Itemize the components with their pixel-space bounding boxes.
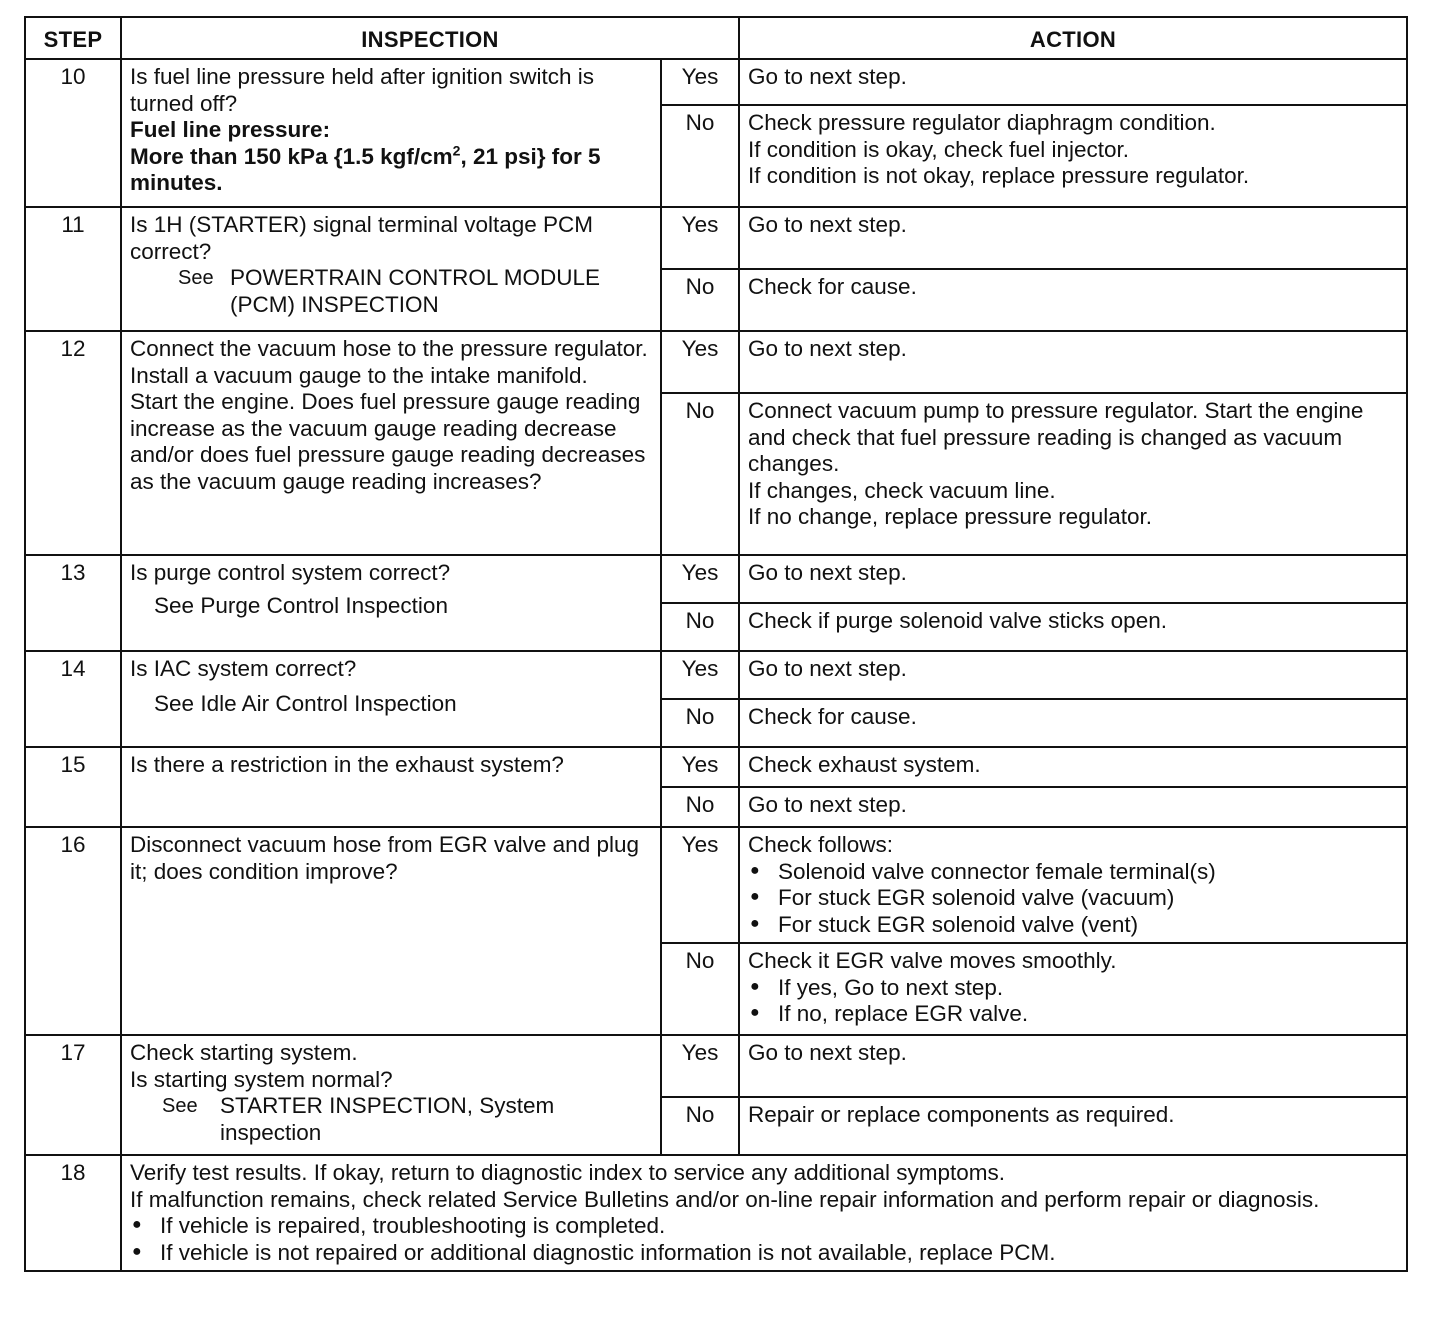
yes-action-bullets [748, 859, 1398, 939]
inspection-question: Is there a restriction in the exhaust system? [130, 752, 564, 777]
see-reference-text: Purge Control Inspection [200, 592, 448, 618]
step-number: 12 [25, 331, 121, 555]
header-inspection: INSPECTION [121, 17, 739, 59]
table-row [25, 555, 1407, 603]
header-step: STEP [25, 17, 121, 59]
table-header-row [25, 17, 1407, 59]
step-number: 14 [25, 651, 121, 747]
inspection-cell [121, 1035, 661, 1155]
no-label: No [661, 699, 739, 747]
step-number: 10 [25, 59, 121, 207]
no-action: Check for cause. [739, 699, 1407, 747]
inspection-question: Disconnect vacuum hose from EGR valve and plug it; does condition improve? [130, 832, 639, 884]
yes-label: Yes [661, 207, 739, 269]
see-label: See [154, 592, 195, 618]
bullet-item: ● For stuck EGR solenoid valve (vent) [748, 912, 1398, 939]
no-action-line: Check it EGR valve moves smoothly. [748, 948, 1117, 973]
yes-label: Yes [661, 555, 739, 603]
table-row [25, 59, 1407, 105]
see-label: See [154, 690, 195, 716]
no-label: No [661, 943, 739, 1035]
no-action [739, 393, 1407, 555]
step-number: 16 [25, 827, 121, 1035]
no-label: No [661, 603, 739, 651]
yes-label: Yes [661, 331, 739, 393]
see-reference [154, 691, 652, 718]
inspection-cell [121, 331, 661, 555]
no-action: Check if purge solenoid valve sticks open. [739, 603, 1407, 651]
yes-action [739, 827, 1407, 943]
yes-label: Yes [661, 1035, 739, 1097]
inspection-question: Check starting system. [130, 1040, 358, 1065]
inspection-cell [121, 555, 661, 651]
table-row [25, 331, 1407, 393]
bullet-item: ● If vehicle is repaired, troubleshooting is completed. [130, 1213, 1398, 1240]
table-row [25, 207, 1407, 269]
yes-action: Go to next step. [739, 207, 1407, 269]
no-action: Repair or replace components as required. [739, 1097, 1407, 1155]
spec-value-sup: 2 [452, 142, 461, 158]
yes-action: Go to next step. [739, 651, 1407, 699]
header-action: ACTION [739, 17, 1407, 59]
no-action-bullets [748, 975, 1398, 1028]
yes-label: Yes [661, 59, 739, 105]
table-row [25, 1035, 1407, 1097]
no-action: Go to next step. [739, 787, 1407, 827]
inspection-cell [121, 827, 661, 1035]
inspection-question: Start the engine. Does fuel pressure gauge reading increase as the vacuum gauge reading decrease and/or does fuel pressure gauge reading decreases as the vacuum gauge reading increases? [130, 389, 646, 494]
step-number: 13 [25, 555, 121, 651]
no-action-line: If condition is okay, check fuel injector. [748, 136, 1130, 162]
step-number: 17 [25, 1035, 121, 1155]
yes-action: Go to next step. [739, 59, 1407, 105]
yes-action: Check exhaust system. [739, 747, 1407, 787]
inspection-cell [121, 747, 661, 827]
final-step-bullets [130, 1213, 1398, 1266]
see-reference [178, 265, 652, 318]
bullet-item: ● If vehicle is not repaired or additional diagnostic information is not available, replace PCM. [130, 1240, 1398, 1267]
yes-action: Go to next step. [739, 555, 1407, 603]
see-reference-text: Idle Air Control Inspection [200, 690, 457, 716]
yes-label: Yes [661, 827, 739, 943]
bullet-item: ● If no, replace EGR valve. [748, 1001, 1398, 1028]
table-row [25, 747, 1407, 787]
final-step-line: Verify test results. If okay, return to diagnostic index to service any additional symptoms. [130, 1160, 1005, 1185]
see-reference [154, 593, 652, 620]
yes-action: Go to next step. [739, 1035, 1407, 1097]
bullet-item: ● Solenoid valve connector female terminal(s) [748, 859, 1398, 886]
diagnostic-table [24, 16, 1408, 1272]
no-action-line: If changes, check vacuum line. [748, 477, 1056, 503]
yes-action: Go to next step. [739, 331, 1407, 393]
see-label: See [178, 267, 214, 289]
diagnostic-procedure-page [24, 16, 1406, 1272]
spec-label: Fuel line pressure: [130, 117, 331, 142]
spec-value-pre: More than 150 kPa {1.5 kgf/cm [130, 143, 453, 169]
inspection-cell [121, 207, 661, 331]
no-label: No [661, 105, 739, 207]
final-step-cell [121, 1155, 1407, 1271]
bullet-item: ● For stuck EGR solenoid valve (vacuum) [748, 885, 1398, 912]
see-reference-text: POWERTRAIN CONTROL MODULE (PCM) INSPECTION [230, 265, 601, 317]
inspection-question: Is 1H (STARTER) signal terminal voltage PCM correct? [130, 212, 594, 264]
yes-label: Yes [661, 747, 739, 787]
no-label: No [661, 269, 739, 331]
no-action [739, 105, 1407, 207]
inspection-question: Connect the vacuum hose to the pressure regulator. Install a vacuum gauge to the intake manifold. [130, 336, 648, 388]
no-label: No [661, 1097, 739, 1155]
inspection-cell [121, 59, 661, 207]
see-label: See [162, 1095, 198, 1117]
table-row [25, 651, 1407, 699]
table-row [25, 1155, 1407, 1271]
inspection-question: Is starting system normal? [130, 1066, 393, 1092]
no-action-line: Connect vacuum pump to pressure regulator. Start the engine and check that fuel pressure reading is changed as vacuum changes. [748, 398, 1364, 476]
inspection-cell [121, 651, 661, 747]
yes-label: Yes [661, 651, 739, 699]
table-row [25, 827, 1407, 943]
bullet-item: ● If yes, Go to next step. [748, 975, 1398, 1002]
spec-value-post: , 21 psi} for 5 minutes. [130, 143, 601, 195]
no-action [739, 943, 1407, 1035]
no-action-line: If no change, replace pressure regulator. [748, 504, 1153, 529]
inspection-question: Is fuel line pressure held after ignition switch is turned off? [130, 64, 594, 116]
step-number: 15 [25, 747, 121, 827]
no-action-line: If condition is not okay, replace pressure regulator. [748, 163, 1250, 188]
no-action: Check for cause. [739, 269, 1407, 331]
no-label: No [661, 787, 739, 827]
step-number: 18 [25, 1155, 121, 1271]
spec-value [130, 144, 652, 197]
inspection-question: Is IAC system correct? [130, 656, 357, 681]
inspection-question: Is purge control system correct? [130, 560, 451, 585]
see-reference-text: STARTER INSPECTION, System inspection [220, 1093, 555, 1145]
no-action-line: Check pressure regulator diaphragm condition. [748, 110, 1216, 135]
step-number: 11 [25, 207, 121, 331]
no-label: No [661, 393, 739, 555]
yes-action-line: Check follows: [748, 832, 894, 857]
final-step-line: If malfunction remains, check related Service Bulletins and/or on-line repair information and perform repair or diagnosis. [130, 1186, 1320, 1212]
see-reference [162, 1093, 652, 1146]
